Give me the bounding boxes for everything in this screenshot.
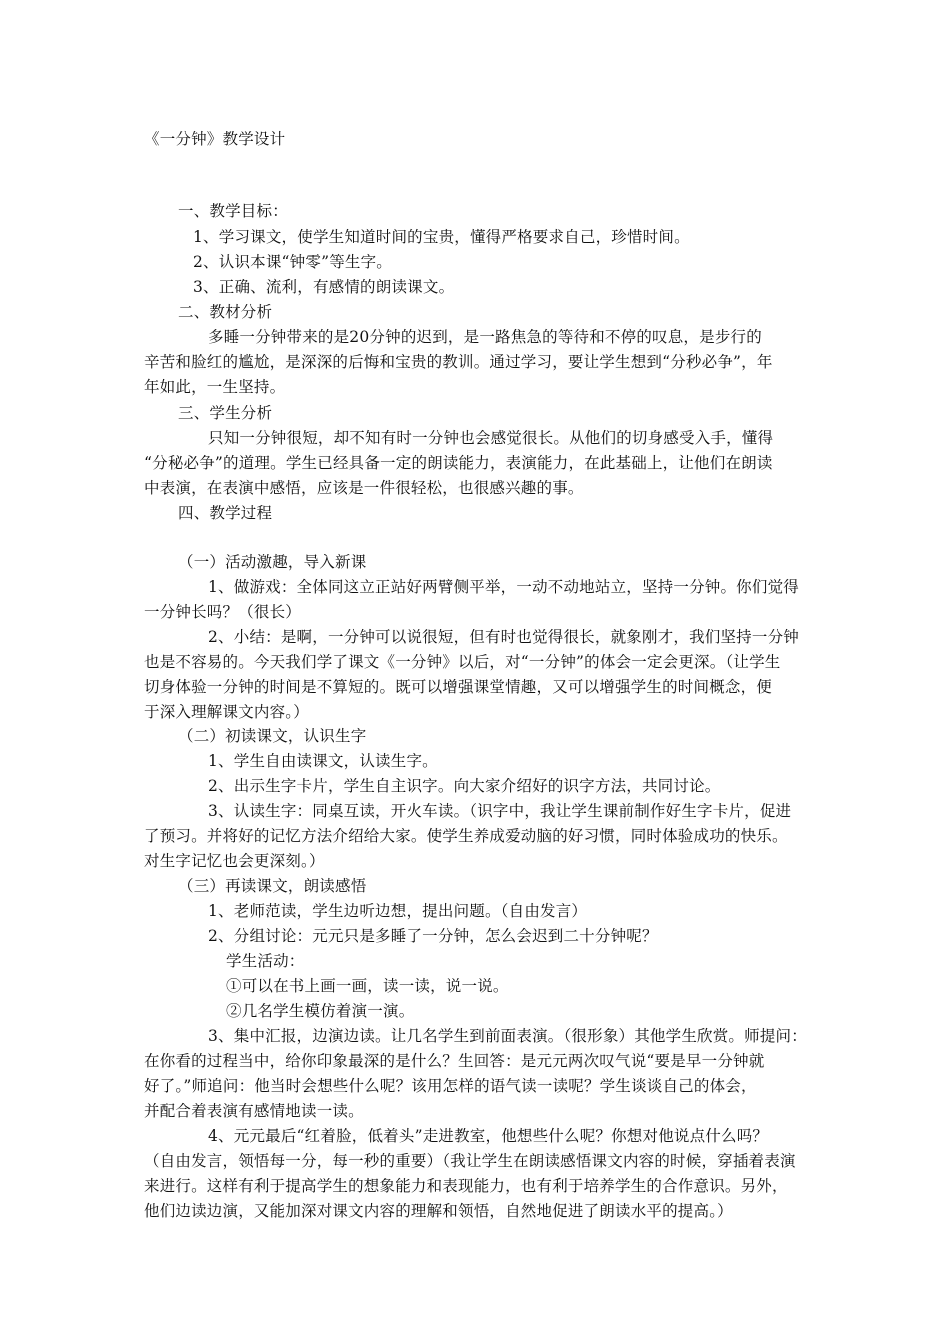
paragraph-line: 2、出示生字卡片，学生自主识字。向大家介绍好的识字方法，共同讨论。 — [208, 777, 721, 795]
objective-item-1: 1、学习课文，使学生知道时间的宝贵，懂得严格要求自己，珍惜时间。 — [193, 228, 690, 246]
paragraph-line: 2、小结：是啊，一分钟可以说很短，但有时也觉得很长，就象刚才，我们坚持一分钟 — [208, 628, 799, 646]
paragraph-line: 对生字记忆也会更深刻。） — [144, 852, 325, 870]
paragraph-line: 1、老师范读，学生边听边想，提出问题。（自由发言） — [208, 902, 588, 920]
paragraph-line: ①可以在书上画一画，读一读，说一说。 — [226, 977, 509, 995]
paragraph-line: 中表演，在表演中感悟，应该是一件很轻松，也很感兴趣的事。 — [144, 479, 584, 497]
paragraph-line: 辛苦和脸红的尴尬，是深深的后悔和宝贵的教训。通过学习，要让学生想到“分秒必争”，年 — [144, 353, 773, 371]
paragraph-line: 也是不容易的。今天我们学了课文《一分钟》以后，对“一分钟”的体会一定会更深。（让学生 — [144, 653, 781, 671]
paragraph-line: 他们边读边演，又能加深对课文内容的理解和领悟，自然地促进了朗读水平的提高。） — [144, 1202, 733, 1220]
paragraph-line: “分秘必争”的道理。学生已经具备一定的朗读能力，表演能力，在此基础上，让他们在朗读 — [144, 454, 773, 472]
paragraph-line: 在你看的过程当中，给你印象最深的是什么？生回答：是元元两次叹气说“要是早一分钟就 — [144, 1052, 765, 1070]
section-heading-process: 四、教学过程 — [178, 504, 273, 522]
subsection-heading-1: （一）活动激趣，导入新课 — [178, 553, 367, 571]
paragraph-line: 3、集中汇报，边演边读。让几名学生到前面表演。（很形象）其他学生欣赏。师提问： — [208, 1027, 807, 1045]
paragraph-line: （自由发言，领悟每一分，每一秒的重要）（我让学生在朗读感悟课文内容的时候，穿插着表演 — [144, 1152, 796, 1170]
paragraph-line: 2、分组讨论：元元只是多睡了一分钟，怎么会迟到二十分钟呢？ — [208, 927, 658, 945]
paragraph-line: ②几名学生模仿着演一演。 — [226, 1002, 415, 1020]
paragraph-line: 来进行。这样有利于提高学生的想象能力和表现能力，也有利于培养学生的合作意识。另外， — [144, 1177, 788, 1195]
section-heading-objectives: 一、教学目标： — [178, 202, 288, 220]
paragraph-line: 好了。”师追问：他当时会想些什么呢？该用怎样的语气读一读呢？学生谈谈自己的体会， — [144, 1077, 757, 1095]
document-title: 《一分钟》教学设计 — [144, 130, 286, 148]
objective-item-2: 2、认识本课“钟零”等生字。 — [193, 253, 393, 271]
paragraph-line: 只知一分钟很短，却不知有时一分钟也会感觉很长。从他们的切身感受入手，懂得 — [208, 429, 774, 447]
paragraph-line: 一分钟长吗？（很长） — [144, 603, 302, 621]
paragraph-line: 切身体验一分钟的时间是不算短的。既可以增强课堂情趣，又可以增强学生的时间概念，便 — [144, 678, 773, 696]
section-heading-material: 二、教材分析 — [178, 303, 273, 321]
paragraph-line: 3、认读生字：同桌互读，开火车读。（识字中，我让学生课前制作好生字卡片，促进 — [208, 802, 792, 820]
objective-item-3: 3、正确、流利，有感情的朗读课文。 — [193, 278, 455, 296]
paragraph-line: 年如此，一生坚持。 — [144, 378, 286, 396]
paragraph-line: 1、学生自由读课文，认读生字。 — [208, 752, 438, 770]
subsection-heading-2: （二）初读课文，认识生字 — [178, 727, 367, 745]
paragraph-line: 于深入理解课文内容。） — [144, 703, 309, 721]
paragraph-line: 了预习。并将好的记忆方法介绍给大家。使学生养成爱动脑的好习惯，同时体验成功的快乐。 — [144, 827, 788, 845]
paragraph-line: 多睡一分钟带来的是20分钟的迟到，是一路焦急的等待和不停的叹息，是步行的 — [208, 328, 762, 346]
section-heading-students: 三、学生分析 — [178, 404, 273, 422]
subsection-heading-3: （三）再读课文，朗读感悟 — [178, 877, 367, 895]
paragraph-line: 并配合着表演有感情地读一读。 — [144, 1102, 364, 1120]
paragraph-line: 1、做游戏：全体同这立正站好两臂侧平举，一动不动地站立，坚持一分钟。你们觉得 — [208, 578, 799, 596]
paragraph-line: 学生活动： — [226, 952, 305, 970]
paragraph-line: 4、元元最后“红着脸，低着头”走进教室，他想些什么呢？你想对他说点什么吗？ — [208, 1127, 769, 1145]
